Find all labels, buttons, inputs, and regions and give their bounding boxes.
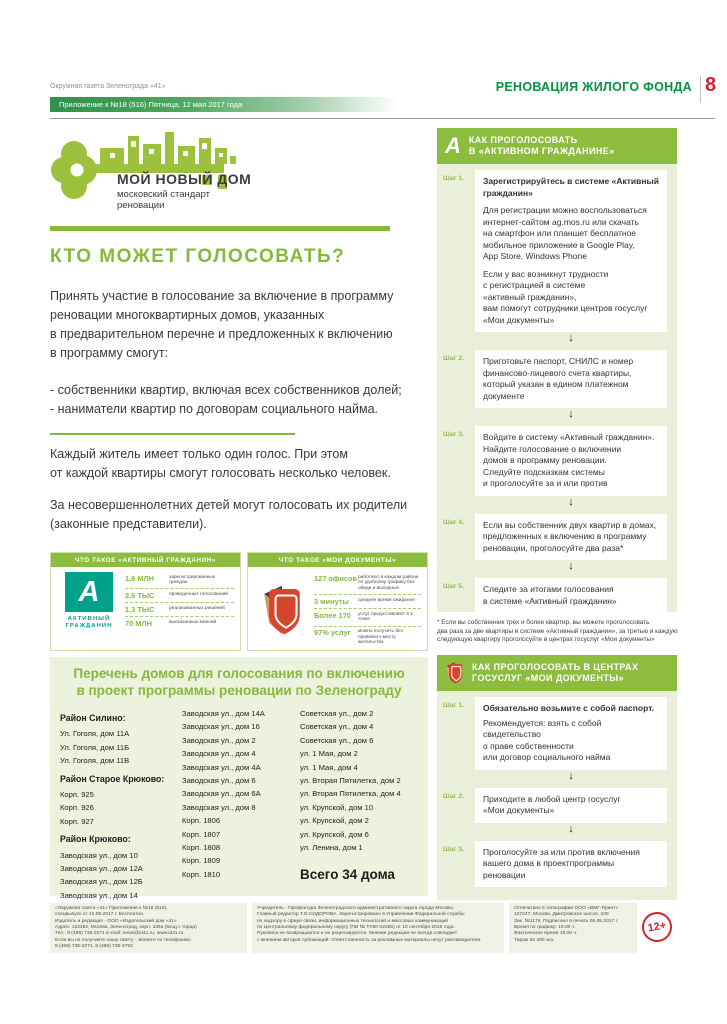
down-arrow-icon: ↓: [568, 332, 574, 344]
step-text: Если вы собственник двух квартир в домах, предложенных к включению в программу реновации, проголосуйте два раза*: [475, 514, 667, 561]
footer-line: Если вы не получаете нашу газету - звоните по телефонам:: [55, 937, 191, 943]
down-arrow-icon: ↓: [568, 495, 574, 508]
step-1: [437, 170, 667, 332]
footer-line: «Окружная газета «41» Приложение к №18 (516),: [55, 906, 168, 911]
down-arrow-icon: ↓: [568, 560, 574, 572]
step-1: [437, 697, 667, 770]
stat-row: [314, 572, 421, 595]
footer-registration-box: [252, 903, 504, 953]
active-citizen-steps-header: [437, 128, 677, 164]
stat-row: [125, 589, 234, 603]
house-list-item: Район Силино:: [60, 713, 126, 723]
house-list-item: Заводская ул., дом 12А: [60, 864, 143, 874]
step-text: Войдите в систему «Активный гражданин». Найдите голосование о включении домов в программу реновации. Следуйте подсказкам системы и проголосуйте за и или против: [475, 426, 667, 496]
house-list-item: ул. Крупской, дом 10: [300, 802, 374, 812]
step-text: Приходите в любой центр госуслуг «Мои документы»: [475, 788, 667, 823]
footer-line: спецвыпуск от 12.05.2017 г. Бесплатно.: [55, 912, 145, 918]
house-list-item: Ул. Гоголя, дом 11А: [60, 729, 130, 739]
house-list-item: Заводская ул., дом 4А: [182, 762, 261, 772]
stat-value: 3 минуты: [314, 596, 349, 606]
house-list-item: ул. Вторая Пятилетка, дом 2: [300, 776, 401, 786]
step-title: Обязательно возьмите с собой паспорт.: [483, 703, 654, 713]
house-list-item: Заводская ул., дом 2: [182, 735, 256, 745]
footer-line: Тираж 92 400 экз.: [514, 937, 555, 943]
footer-line: по Центральному федеральному округу (ПИ № ТУ50-02255) от 10 сентября 2015 года.: [257, 925, 455, 931]
active-citizen-steps-panel: [437, 164, 677, 612]
stat-label: проведенных голосований: [169, 591, 228, 597]
footer-line: Тел.: 8 (499) 735-2271 E-mail: news@id41.ru, www.id41.ru: [55, 931, 184, 937]
house-list-item: Корп. 1806: [182, 816, 221, 826]
house-list-item: Заводская ул., дом 4: [182, 749, 256, 759]
step-4: [437, 514, 667, 561]
house-list-item: Заводская ул., дом 8: [182, 802, 256, 812]
house-list-item: Заводская ул., дом 10: [60, 850, 138, 860]
header-rule: [50, 118, 715, 119]
logo-title: МОЙ НОВЫЙ ДОМ: [117, 171, 252, 187]
footer-line: Время по графику: 19.00 ч.: [514, 925, 576, 931]
my-documents-logo-icon: [254, 572, 310, 649]
section-title: РЕНОВАЦИЯ ЖИЛОГО ФОНДА: [495, 80, 692, 94]
stat-value: 2,6 ТЫС: [125, 590, 155, 600]
house-list-item: ул. 1 Мая, дом 2: [300, 749, 358, 759]
house-list-item: Заводская ул., дом 12Б: [60, 877, 143, 887]
footer-line: Зак. №1176. Подписано в печать 05.05.2017 г.: [514, 918, 619, 924]
step-text: Проголосуйте за или против включения вашего дома в проектпрограммы реновации: [475, 841, 667, 888]
house-list-item: Заводская ул., дом 6А: [182, 789, 261, 799]
house-list-item: Советская ул., дом 6: [300, 735, 374, 745]
house-list-item: Ул. Гоголя, дом 11В: [60, 756, 130, 766]
house-list-item: Район Крюково:: [60, 834, 131, 845]
logo-subtitle: московский стандарт реновации: [117, 189, 210, 211]
stat-row: [314, 595, 421, 609]
house-list-item: Корп. 926: [60, 803, 94, 813]
step-label: Шаг 2.: [443, 792, 464, 800]
stat-value: Более 170: [314, 610, 351, 620]
house-list-item: Корп. 1810: [182, 869, 221, 879]
step-5: [437, 578, 667, 612]
house-list-item: Заводская ул., дом 14: [60, 890, 138, 900]
stat-label: работают в каждом районе по удобному графику без обеда и выходных: [358, 574, 419, 591]
house-list-item: Советская ул., дом 4: [300, 722, 374, 732]
footer-line: 8 (499) 735-2271, 8 (499) 735-2793: [55, 944, 133, 950]
stat-row: [125, 572, 234, 589]
one-vote-paragraph: Каждый житель имеет только один голос. При этом от каждой квартиры смогут голосовать несколько человек.: [50, 447, 391, 480]
voter-bullets: - собственники квартир, включая всех собственников долей; - наниматели квартир по договорам социального найма.: [50, 383, 402, 416]
step-3: [437, 426, 667, 496]
step-paragraph: Для регистрации можно воспользоваться интернет-сайтом ag.mos.ru или скачать на смартфон или планшет бесплатное мобильное приложение в Google Play, App Store, Windows Phone: [483, 205, 647, 261]
page-number: 8: [705, 74, 717, 96]
my-documents-white-logo-icon: [445, 661, 464, 685]
stat-value: 97% услуг: [314, 628, 351, 638]
my-documents-steps-panel: [437, 691, 677, 900]
down-arrow-icon: ↓: [568, 769, 574, 782]
active-citizen-stats: [121, 572, 234, 630]
logo-divider-bar: [50, 226, 390, 231]
stat-row: [125, 603, 234, 617]
stat-label: высказанных мнений: [169, 619, 217, 625]
infobox-header: ЧТО ТАКОЕ «МОИ ДОКУМЕНТЫ»: [248, 553, 427, 567]
step-label: Шаг 4.: [443, 518, 464, 526]
house-list-column-2: [182, 707, 300, 902]
house-list-item: Район Старое Крюково:: [60, 773, 165, 784]
house-list-item: Корп. 1809: [182, 856, 221, 866]
masthead: Окружная газета Зеленограда «41»: [50, 83, 166, 90]
footer-line: Адрес: 124482, Москва, Зеленоград, корп. 339а (вход с торца): [55, 925, 197, 931]
step-paragraph: Если у вас возникнут трудности с регистрацией в системе «активный гражданин», вам помогут сотрудники центров госуслуг «Мои документы»: [483, 268, 648, 325]
footer-publisher-box: [50, 903, 247, 953]
stat-label: среднее время ожидания: [358, 597, 415, 603]
footer-line: Издатель и редакция - ООО «Издательский дом «41»: [55, 918, 177, 924]
footer-line: 127247, Москва, Дмитровское шоссе, 100: [514, 912, 609, 918]
down-arrow-icon: ↓: [568, 822, 574, 835]
stat-row: [125, 617, 234, 630]
active-citizen-caption: АКТИВНЫЙ ГРАЖДАНИН: [65, 616, 113, 629]
minors-paragraph: За несовершеннолетних детей могут голосовать их родители (законные представители).: [50, 498, 408, 531]
steps-header-title: КАК ПРОГОЛОСОВАТЬ В ЦЕНТРАХ ГОСУСЛУГ «МОИ ДОКУМЕНТЫ»: [472, 661, 639, 683]
footer-line: Учредитель - Префектура Зеленоградского административного округа города Москвы.: [257, 906, 455, 911]
house-list-item: Заводская ул., дом 6: [182, 776, 256, 786]
step-paragraph: Рекомендуется: взять с собой свидетельство о праве собственности или договор социального найма: [483, 717, 611, 762]
issue-bar: Приложение к №18 (516) Пятница, 12 мая 2017 года: [50, 97, 396, 112]
step-label: Шаг 2.: [443, 355, 464, 362]
step-text: Следите за итогами голосования в системе «Активный гражданин»: [475, 578, 667, 612]
green-divider: [50, 433, 295, 435]
house-list-item: Заводская ул., дом 14А: [182, 709, 265, 718]
house-list-item: Заводская ул., дом 16: [182, 722, 260, 732]
footer-line: Рукописи не возвращаются и не рецензируются. Мнение редакции не всегда совпадает: [257, 931, 458, 937]
stat-value: 70 МЛН: [125, 618, 152, 628]
my-documents-infobox: [247, 552, 428, 651]
step-label: Шаг 1.: [443, 175, 464, 182]
footer-line: по надзору в сфере связи, информационных технологий и массовых коммуникаций: [257, 918, 448, 924]
steps-header-title: КАК ПРОГОЛОСОВАТЬ В «АКТИВНОМ ГРАЖДАНИНЕ»: [468, 134, 615, 156]
stat-label: зарегистрированных граждан: [169, 574, 216, 586]
footer-line: с мнением авторов публикаций. Ответственность за рекламные материалы несут рекламодатели.: [257, 937, 482, 943]
stat-value: 1,3 ТЫС: [125, 604, 155, 614]
stat-label: можно получить без привязки к месту жительства: [358, 629, 403, 646]
footer-line: Главный редактор Т.О.СИДОРОВА. Зарегистрировано в Управлении Федеральной службы: [257, 912, 465, 918]
step-label: Шаг 1.: [443, 702, 464, 709]
house-list-item: Корп. 1808: [182, 843, 221, 853]
my-documents-stats: [310, 572, 421, 649]
step-text: Приготовьте паспорт, СНИЛС и номер финансово-лицевого счета квартиры, который указан в едином платежном документе: [475, 350, 667, 408]
step-label: Шаг 3.: [443, 845, 464, 853]
step-2: [437, 788, 667, 823]
stat-row: [314, 609, 421, 626]
stat-value: 127 офисов: [314, 573, 358, 583]
step-2: [437, 350, 667, 408]
house-list-item: Советская ул., дом 2: [300, 709, 374, 718]
house-list-column-3: [300, 707, 424, 902]
infobox-header: ЧТО ТАКОЕ «АКТИВНЫЙ ГРАЖДАНИН»: [51, 553, 240, 567]
house-list-item: Корп. 927: [60, 816, 94, 826]
active-citizen-white-logo-icon: А: [445, 133, 461, 158]
stat-row: [314, 627, 421, 649]
footer-line: Отпечатано в типографии ООО «ВМГ-Принт»: [514, 906, 619, 911]
footer-print-box: [509, 903, 637, 953]
footnote: * Если вы собственник трех и более квартир, вы можете проголосовать два раза за две квартиры в системе «Активный гражданин», за третью и каждую следующую квартиру проголосуйте в центрах госуслуг «Мои документы»: [437, 619, 678, 644]
step-label: Шаг 5.: [443, 583, 464, 590]
house-list-column-1: [60, 707, 182, 902]
down-arrow-icon: ↓: [568, 408, 574, 420]
house-list-item: ул. Крупской, дом 2: [300, 816, 369, 826]
house-list-item: Корп. 1807: [182, 829, 221, 839]
step-title: Зарегистрируйтесь в системе «Активный гражданин»: [483, 176, 659, 198]
house-list-item: Ул. Гоголя, дом 11Б: [60, 742, 130, 752]
age-rating-badge: 12+: [640, 910, 675, 945]
page-number-divider: [700, 76, 701, 103]
house-list-item: ул. 1 Мая, дом 4: [300, 762, 358, 772]
intro-paragraph: Принять участие в голосование за включение в программу реновации многоквартирных домов, указанных в предварительном перечне и предложенных к включению в программу смогут:: [50, 289, 394, 360]
active-citizen-logo-icon: А: [65, 572, 113, 612]
footer-line: Фактическое время 19.00 ч.: [514, 931, 578, 937]
house-list-item: Корп. 925: [60, 790, 94, 800]
my-documents-steps-header: [437, 655, 677, 691]
step-label: Шаг 3.: [443, 431, 464, 438]
house-list-item: ул. Крупской, дом 6: [300, 829, 369, 839]
house-list-total: Всего 34 дома: [300, 867, 395, 883]
house-list-title: Перечень домов для голосования по включению в проект программы реновации по Зеленограду: [73, 666, 405, 698]
house-list-item: ул. Ленина, дом 1: [300, 843, 363, 853]
page-title: КТО МОЖЕТ ГОЛОСОВАТЬ?: [50, 246, 346, 267]
house-list-table: [50, 657, 428, 900]
step-3: [437, 841, 667, 888]
stat-value: 1,6 МЛН: [125, 573, 155, 583]
active-citizen-infobox: [50, 552, 241, 651]
house-list-item: ул. Вторая Пятилетка, дом 4: [300, 789, 401, 799]
stat-label: реализованных решений: [169, 605, 225, 611]
stat-label: услуг предоставляют в 1 точке: [358, 611, 413, 623]
